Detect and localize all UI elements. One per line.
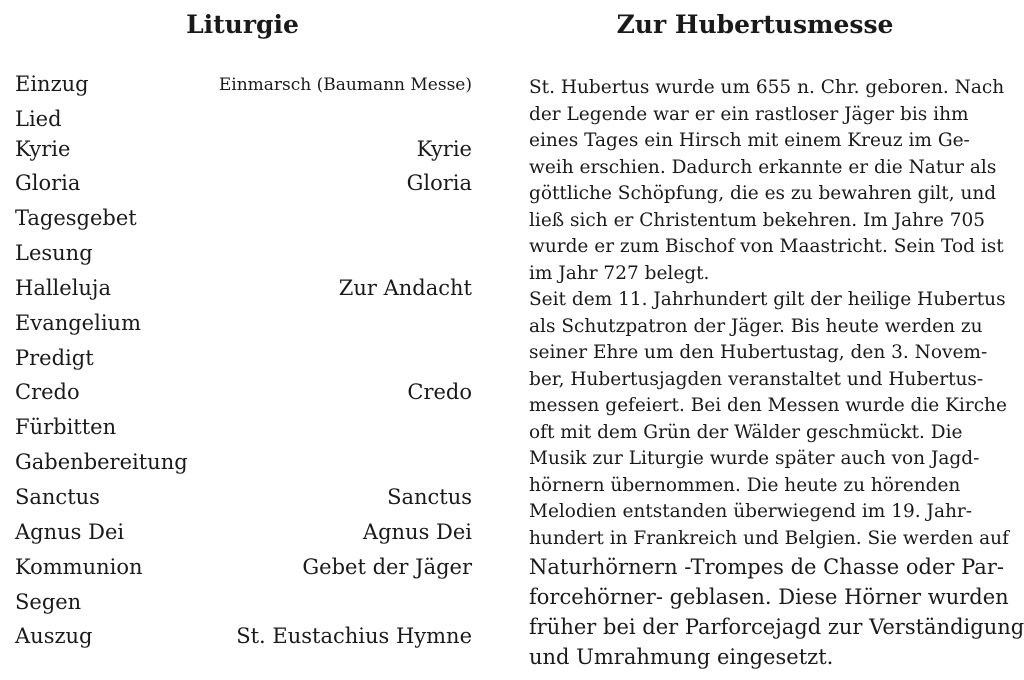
text-line: hörnern übernommen. Die heute zu hörenden [529, 474, 961, 496]
text-line: ließ sich er Christentum bekehren. Im Jahre 705 [529, 209, 986, 231]
liturgy-part: Credo [15, 380, 80, 404]
liturgy-heading: Liturgie [186, 10, 299, 39]
text-line: eines Tages ein Hirsch mit einem Kreuz im Ge- [529, 130, 970, 151]
liturgy-part: Agnus Dei [15, 520, 125, 544]
liturgy-music: Kyrie [416, 137, 472, 161]
liturgy-part: Sanctus [15, 485, 100, 509]
text-line: der Legende war er ein rastloser Jäger bis ihm [529, 103, 969, 125]
liturgy-part: Evangelium [15, 311, 141, 335]
text-line: ber, Hubertusjagden veranstaltet und Hubertus- [529, 368, 984, 390]
liturgy-row [15, 520, 472, 550]
text-line: Melodien entstanden überwiegend im 19. Jahr- [529, 501, 972, 522]
liturgy-music: Sanctus [387, 485, 472, 509]
liturgy-row [15, 624, 472, 654]
hubertus-text [529, 75, 1024, 672]
text-line: messen gefeiert. Bei den Messen wurde die Kirche [529, 395, 1007, 416]
liturgy-music: Einmarsch (Baumann Messe) [218, 75, 472, 95]
text-line: früher bei der Parforcejagd zur Verständigung [529, 615, 1024, 639]
liturgy-row [15, 276, 472, 306]
liturgy-part: Lied [15, 107, 62, 131]
liturgy-part: Auszug [15, 624, 93, 648]
text-line: forcehörner- geblasen. Diese Hörner wurden [529, 585, 1009, 609]
liturgy-part: Gabenbereitung [15, 450, 188, 474]
liturgy-row [15, 555, 472, 585]
liturgy-music: Zur Andacht [338, 276, 472, 300]
text-line: wurde er zum Bischof von Maastricht. Sein Tod ist [529, 236, 1004, 257]
text-line: oft mit dem Grün der Wälder geschmückt. Die [529, 421, 963, 443]
text-line: Musik zur Liturgie wurde später auch von Jagd- [529, 448, 980, 469]
text-line: und Umrahmung eingesetzt. [529, 645, 834, 669]
liturgy-part: Einzug [15, 72, 89, 96]
liturgy-music: Credo [407, 380, 472, 404]
liturgy-music: Gloria [406, 171, 472, 195]
text-line: im Jahr 727 belegt. [529, 262, 710, 284]
hubertus-mass-heading: Zur Hubertusmesse [616, 10, 894, 39]
liturgy-music: Gebet der Jäger [302, 555, 472, 579]
liturgy-music: St. Eustachius Hymne [236, 624, 472, 648]
liturgy-row [15, 415, 472, 445]
text-line: Naturhörnern -Trompes de Chasse oder Par- [529, 555, 1004, 579]
liturgy-row [15, 346, 472, 376]
text-line: Seit dem 11. Jahrhundert gilt der heilige Hubertus [529, 289, 1006, 310]
text-line: St. Hubertus wurde um 655 n. Chr. geboren. Nach [529, 77, 1005, 98]
liturgy-row [15, 311, 472, 341]
liturgy-part: Halleluja [15, 276, 111, 300]
text-line: göttliche Schöpfung, die es zu bewahren gilt, und [529, 183, 997, 204]
liturgy-part: Kyrie [15, 137, 71, 161]
liturgy-row [15, 485, 472, 515]
liturgy-row [15, 137, 472, 167]
text-line: als Schutzpatron der Jäger. Bis heute werden zu [529, 315, 983, 337]
liturgy-row [15, 206, 472, 236]
text-line: seiner Ehre um den Hubertustag, den 3. Novem- [529, 342, 988, 363]
liturgy-row [15, 107, 472, 137]
liturgy-music: Agnus Dei [362, 520, 472, 544]
liturgy-row [15, 590, 472, 620]
liturgy-row [15, 72, 472, 102]
liturgy-row [15, 241, 472, 271]
liturgy-row [15, 450, 472, 480]
liturgy-part: Predigt [15, 346, 94, 370]
liturgy-part: Segen [15, 590, 82, 614]
liturgy-part: Kommunion [15, 555, 143, 579]
text-line: weih erschien. Dadurch erkannte er die Natur als [529, 156, 997, 178]
liturgy-row [15, 380, 472, 410]
liturgy-part: Lesung [15, 241, 93, 265]
liturgy-part: Fürbitten [15, 415, 117, 439]
liturgy-row [15, 171, 472, 201]
text-line: hundert in Frankreich und Belgien. Sie werden auf [529, 527, 1009, 549]
liturgy-part: Tagesgebet [15, 206, 137, 230]
liturgy-part: Gloria [15, 171, 81, 195]
